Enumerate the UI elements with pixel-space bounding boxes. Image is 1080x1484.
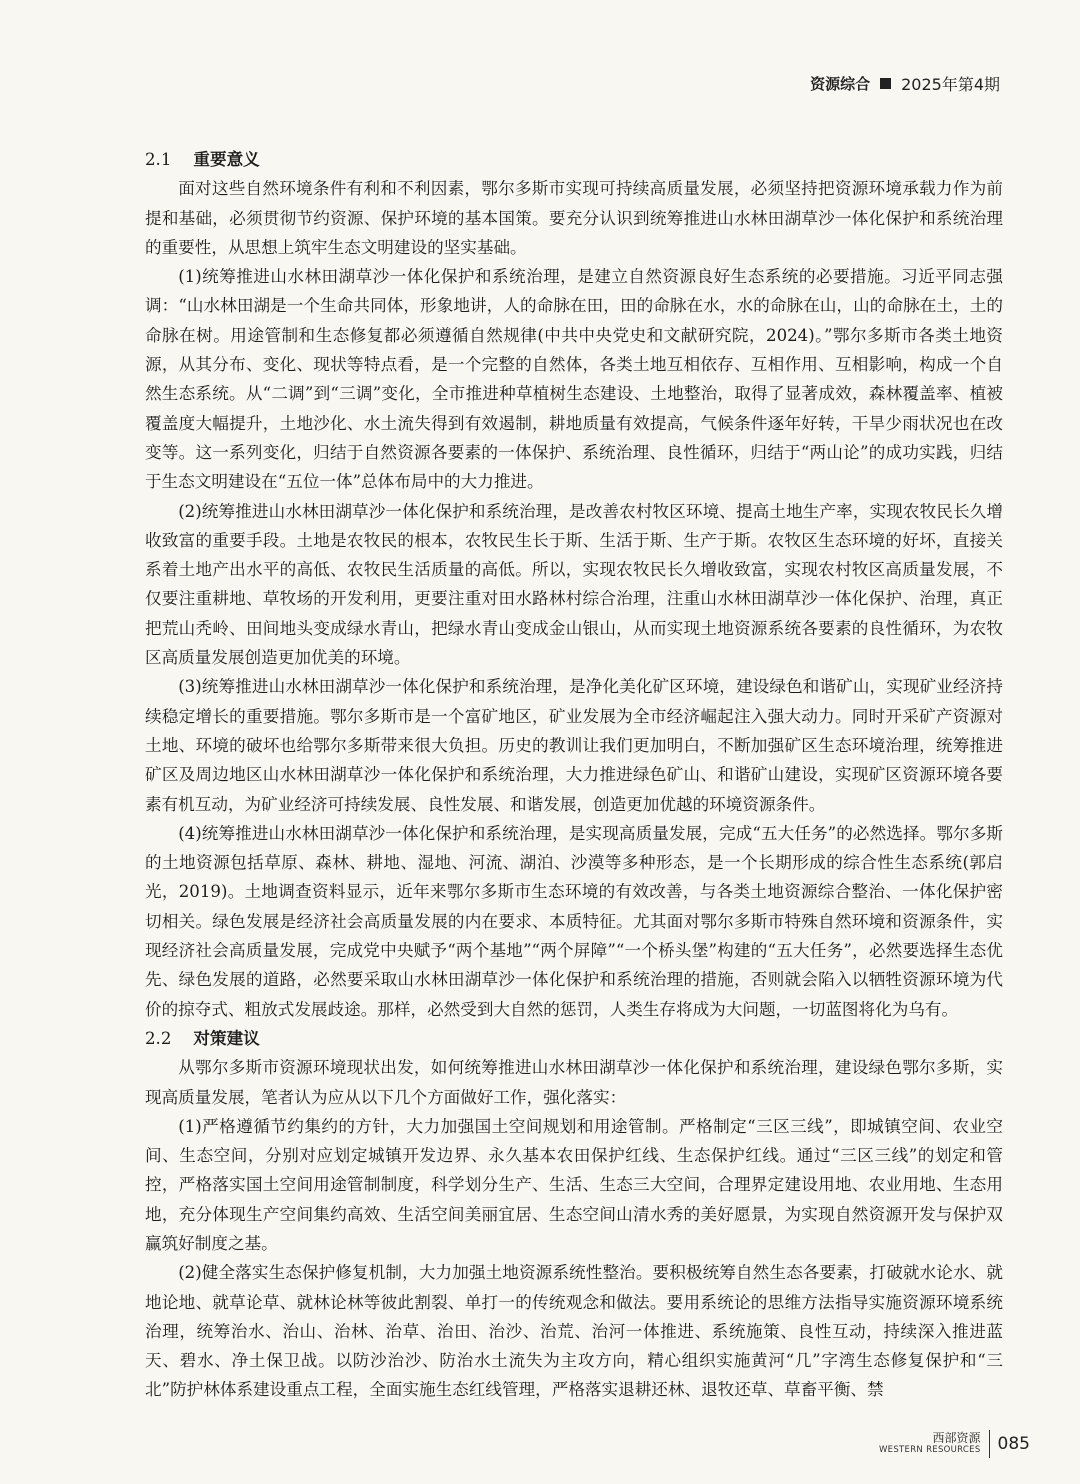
section-heading-2-1: [145, 145, 1003, 174]
page-footer: [879, 1430, 1030, 1458]
journal-brand: [879, 1432, 981, 1456]
paragraph: 面对这些自然环境条件有利和不利因素，鄂尔多斯市实现可持续高质量发展，必须坚持把资源环境承载力作为前提和基础，必须贯彻节约资源、保护环境的基本国策。要充分认识到统筹推进山水林田湖草沙一体化保护和系统治理的重要性，从思想上筑牢生态文明建设的坚实基础。: [145, 179, 1003, 257]
section-number: 2.1: [145, 150, 172, 169]
section-heading-2-2: [145, 1024, 1003, 1053]
paragraph: (2)健全落实生态保护修复机制，大力加强土地资源系统性整治。要积极统筹自然生态各要素，打破就水论水、就地论地、就草论草、就林论林等彼此割裂、单打一的传统观念和做法。要用系统论的思维方法指导实施资源环境系统治理，统筹治水、治山、治林、治草、治田、治沙、治荒、治河一体推进、系统施策、良性互动，持续深入推进蓝天、碧水、净土保卫战。以防沙治沙、防治水土流失为主攻方向，精心组织实施黄河“几”字湾生态修复保护和“三北”防护林体系建设重点工程，全面实施生态红线管理，严格落实退耕还林、退牧还草、草畜平衡、禁: [145, 1263, 1003, 1400]
page-header: [810, 72, 1000, 95]
section-title: 重要意义: [193, 150, 260, 169]
section-number: 2.2: [145, 1028, 172, 1048]
page-number: 085: [997, 1434, 1030, 1454]
brand-name-en: WESTERN RESOURCES: [878, 1445, 981, 1455]
brand-name-zh: 西部资源: [932, 1431, 981, 1445]
issue-label: 2025年第4期: [901, 75, 1000, 94]
paragraph: (2)统筹推进山水林田湖草沙一体化保护和系统治理，是改善农村牧区环境、提高土地生产率，实现农牧民长久增收致富的重要手段。土地是农牧民的根本，农牧民生长于斯、生活于斯、生产于斯。农牧区生态环境的好坏，直接关系着土地产出水平的高低、农牧民生活质量的高低。所以，实现农牧民长久增收致富，实现农村牧区高质量发展，不仅要注重耕地、草牧场的开发利用，更要注重对田水路林村综合治理，注重山水林田湖草沙一体化保护、治理，真正把荒山秃岭、田间地头变成绿水青山，把绿水青山变成金山银山，从而实现土地资源系统各要素的良性循环，为农牧区高质量发展创造更加优美的环境。: [145, 501, 1003, 668]
paragraph: 从鄂尔多斯市资源环境现状出发，如何统筹推进山水林田湖草沙一体化保护和系统治理，建设绿色鄂尔多斯，实现高质量发展，笔者认为应从以下几个方面做好工作，强化落实：: [145, 1058, 1003, 1107]
paragraph: (1)统筹推进山水林田湖草沙一体化保护和系统治理，是建立自然资源良好生态系统的必要措施。习近平同志强调：“山水林田湖是一个生命共同体，形象地讲，人的命脉在田，田的命脉在水，水的命脉在山，山的命脉在土，土的命脉在树。用途管制和生态修复都必须遵循自然规律(中共中央党史和文献研究院，2024)。”鄂尔多斯市各类土地资源，从其分布、变化、现状等特点看，是一个完整的自然体，各类土地互相依存、互相作用、互相影响，构成一个自然生态系统。从“二调”到“三调”变化，全市推进种草植树生态建设、土地整治，取得了显著成效，森林覆盖率、植被覆盖度大幅提升，土地沙化、水土流失得到有效遏制，耕地质量有效提高，气候条件逐年好转，干旱少雨状况也在改变等。这一系列变化，归结于自然资源各要素的一体保护、系统治理、良性循环，归结于“两山论”的成功实践，归结于生态文明建设在“五位一体”总体布局中的大力推进。: [145, 267, 1003, 492]
article-body: [145, 145, 1003, 1405]
paragraph: (1)严格遵循节约集约的方针，大力加强国土空间规划和用途管制。严格制定“三区三线”，即城镇空间、农业空间、生态空间，分别对应划定城镇开发边界、永久基本农田保护红线、生态保护红线。通过“三区三线”的划定和管控，严格落实国土空间用途管制制度，科学划分生产、生活、生态三大空间，合理界定建设用地、农业用地、生态用地，充分体现生产空间集约高效、生活空间美丽宜居、生态空间山清水秀的美好愿景，为实现自然资源开发与保护双赢筑好制度之基。: [145, 1116, 1003, 1253]
paragraph: (4)统筹推进山水林田湖草沙一体化保护和系统治理，是实现高质量发展，完成“五大任务”的必然选择。鄂尔多斯的土地资源包括草原、森林、耕地、湿地、河流、湖泊、沙漠等多种形态，是一个长期形成的综合性生态系统(郭启光，2019)。土地调查资料显示，近年来鄂尔多斯市生态环境的有效改善，与各类土地资源综合整治、一体化保护密切相关。绿色发展是经济社会高质量发展的内在要求、本质特征。尤其面对鄂尔多斯市特殊自然环境和资源条件，实现经济社会高质量发展，完成党中央赋予“两个基地”“两个屏障”“一个桥头堡”构建的“五大任务”，必然要选择生态优先、绿色发展的道路，必然要采取山水林田湖草沙一体化保护和系统治理的措施，否则就会陷入以牺牲资源环境为代价的掠夺式、粗放式发展歧途。那样，必然受到大自然的惩罚，人类生存将成为大问题，一切蓝图将化为乌有。: [145, 823, 1003, 1019]
paragraph: (3)统筹推进山水林田湖草沙一体化保护和系统治理，是净化美化矿区环境，建设绿色和谐矿山，实现矿业经济持续稳定增长的重要措施。鄂尔多斯市是一个富矿地区，矿业发展为全市经济崛起注入强大动力。同时开采矿产资源对土地、环境的破坏也给鄂尔多斯带来很大负担。历史的教训让我们更加明白，不断加强矿区生态环境治理，统筹推进矿区及周边地区山水林田湖草沙一体化保护和系统治理，大力推进绿色矿山、和谐矿山建设，实现矿区资源环境各要素有机互动，为矿业经济可持续发展、良性发展、和谐发展，创造更加优越的环境资源条件。: [145, 677, 1003, 814]
journal-section-name: 资源综合: [810, 75, 871, 93]
section-title: 对策建议: [193, 1028, 260, 1048]
square-bullet-icon: [880, 78, 891, 89]
footer-divider: [989, 1430, 990, 1458]
